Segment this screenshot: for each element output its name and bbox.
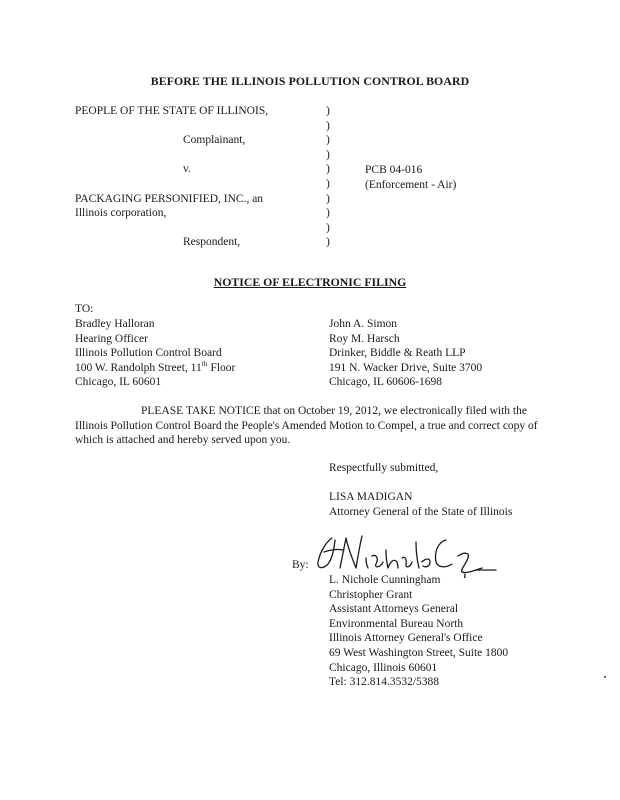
caption-paren: ): [326, 221, 330, 234]
ag-block: [329, 490, 512, 519]
caption-paren: ): [326, 207, 330, 220]
defendant-name-line1: PACKAGING PERSONIFIED, INC., an: [75, 192, 264, 205]
caption-paren: ): [326, 119, 330, 132]
case-caption-left: [75, 104, 268, 250]
attorney-signature-block: [329, 573, 508, 690]
recipient-left: [75, 317, 235, 390]
case-number: PCB 04-016: [365, 164, 423, 176]
case-number-block: [365, 163, 456, 192]
recipient-name: Bradley Halloran: [75, 318, 155, 330]
notice-title: NOTICE OF ELECTRONIC FILING: [213, 275, 407, 289]
caption-paren: ): [326, 177, 330, 190]
recipient-name: Roy M. Harsch: [329, 332, 400, 345]
by-label: By:: [292, 559, 309, 571]
notice-paragraph: PLEASE TAKE NOTICE that on October 19, 2012, we electronically filed with the Illinois Pollution Control Board the People's Amended Motion to Compel, a true and correct copy of which is attached and hereby served upon you.: [75, 405, 538, 447]
attorney-line: Chicago, Illinois 60601: [329, 661, 438, 674]
versus-label: v.: [183, 163, 191, 176]
court-title: BEFORE THE ILLINOIS POLLUTION CONTROL BOARD: [150, 74, 470, 88]
scan-speck: [604, 676, 606, 678]
recipient-city: Chicago, IL 60601: [75, 376, 162, 389]
recipient-right: [329, 317, 482, 390]
caption-paren: ): [326, 105, 330, 117]
attorney-line: Tel: 312.814.3532/5388: [329, 676, 440, 689]
recipient-title: Hearing Officer: [75, 332, 148, 345]
attorney-line: Illinois Attorney General's Office: [329, 632, 483, 645]
attorney-line: 69 West Washington Street, Suite 1800: [329, 646, 509, 659]
recipient-firm: Drinker, Biddle & Reath LLP: [329, 347, 466, 360]
ag-name: LISA MADIGAN: [329, 491, 413, 503]
recipient-street: 191 N. Wacker Drive, Suite 3700: [329, 361, 483, 374]
attorney-line: Christopher Grant: [329, 588, 413, 601]
caption-paren: ): [326, 192, 330, 205]
caption-paren: ): [326, 134, 330, 147]
salutation: Respectfully submitted,: [329, 462, 439, 474]
respondent-label: Respondent,: [183, 236, 241, 249]
recipient-street: 100 W. Randolph Street, 11th Floor: [75, 358, 236, 374]
case-type: (Enforcement - Air): [365, 178, 457, 191]
complainant-label: Complainant,: [183, 134, 246, 147]
caption-paren-column: [326, 104, 336, 250]
defendant-name-line2: Illinois corporation,: [75, 207, 167, 220]
ag-title: Attorney General of the State of Illinois: [329, 505, 513, 518]
caption-paren: ): [326, 163, 330, 176]
plaintiff-name: PEOPLE OF THE STATE OF ILLINOIS,: [75, 105, 269, 117]
attorney-line: Assistant Attorneys General: [329, 603, 459, 616]
recipient-org: Illinois Pollution Control Board: [75, 347, 222, 360]
caption-paren: ): [326, 148, 330, 161]
attorney-line: L. Nichole Cunningham: [329, 574, 441, 586]
handwritten-signature: [280, 528, 500, 578]
caption-paren: ): [326, 236, 330, 249]
to-label: TO:: [75, 303, 94, 315]
attorney-line: Environmental Bureau North: [329, 617, 464, 630]
recipient-city: Chicago, IL 60606-1698: [329, 376, 442, 389]
recipient-name: John A. Simon: [329, 318, 398, 330]
